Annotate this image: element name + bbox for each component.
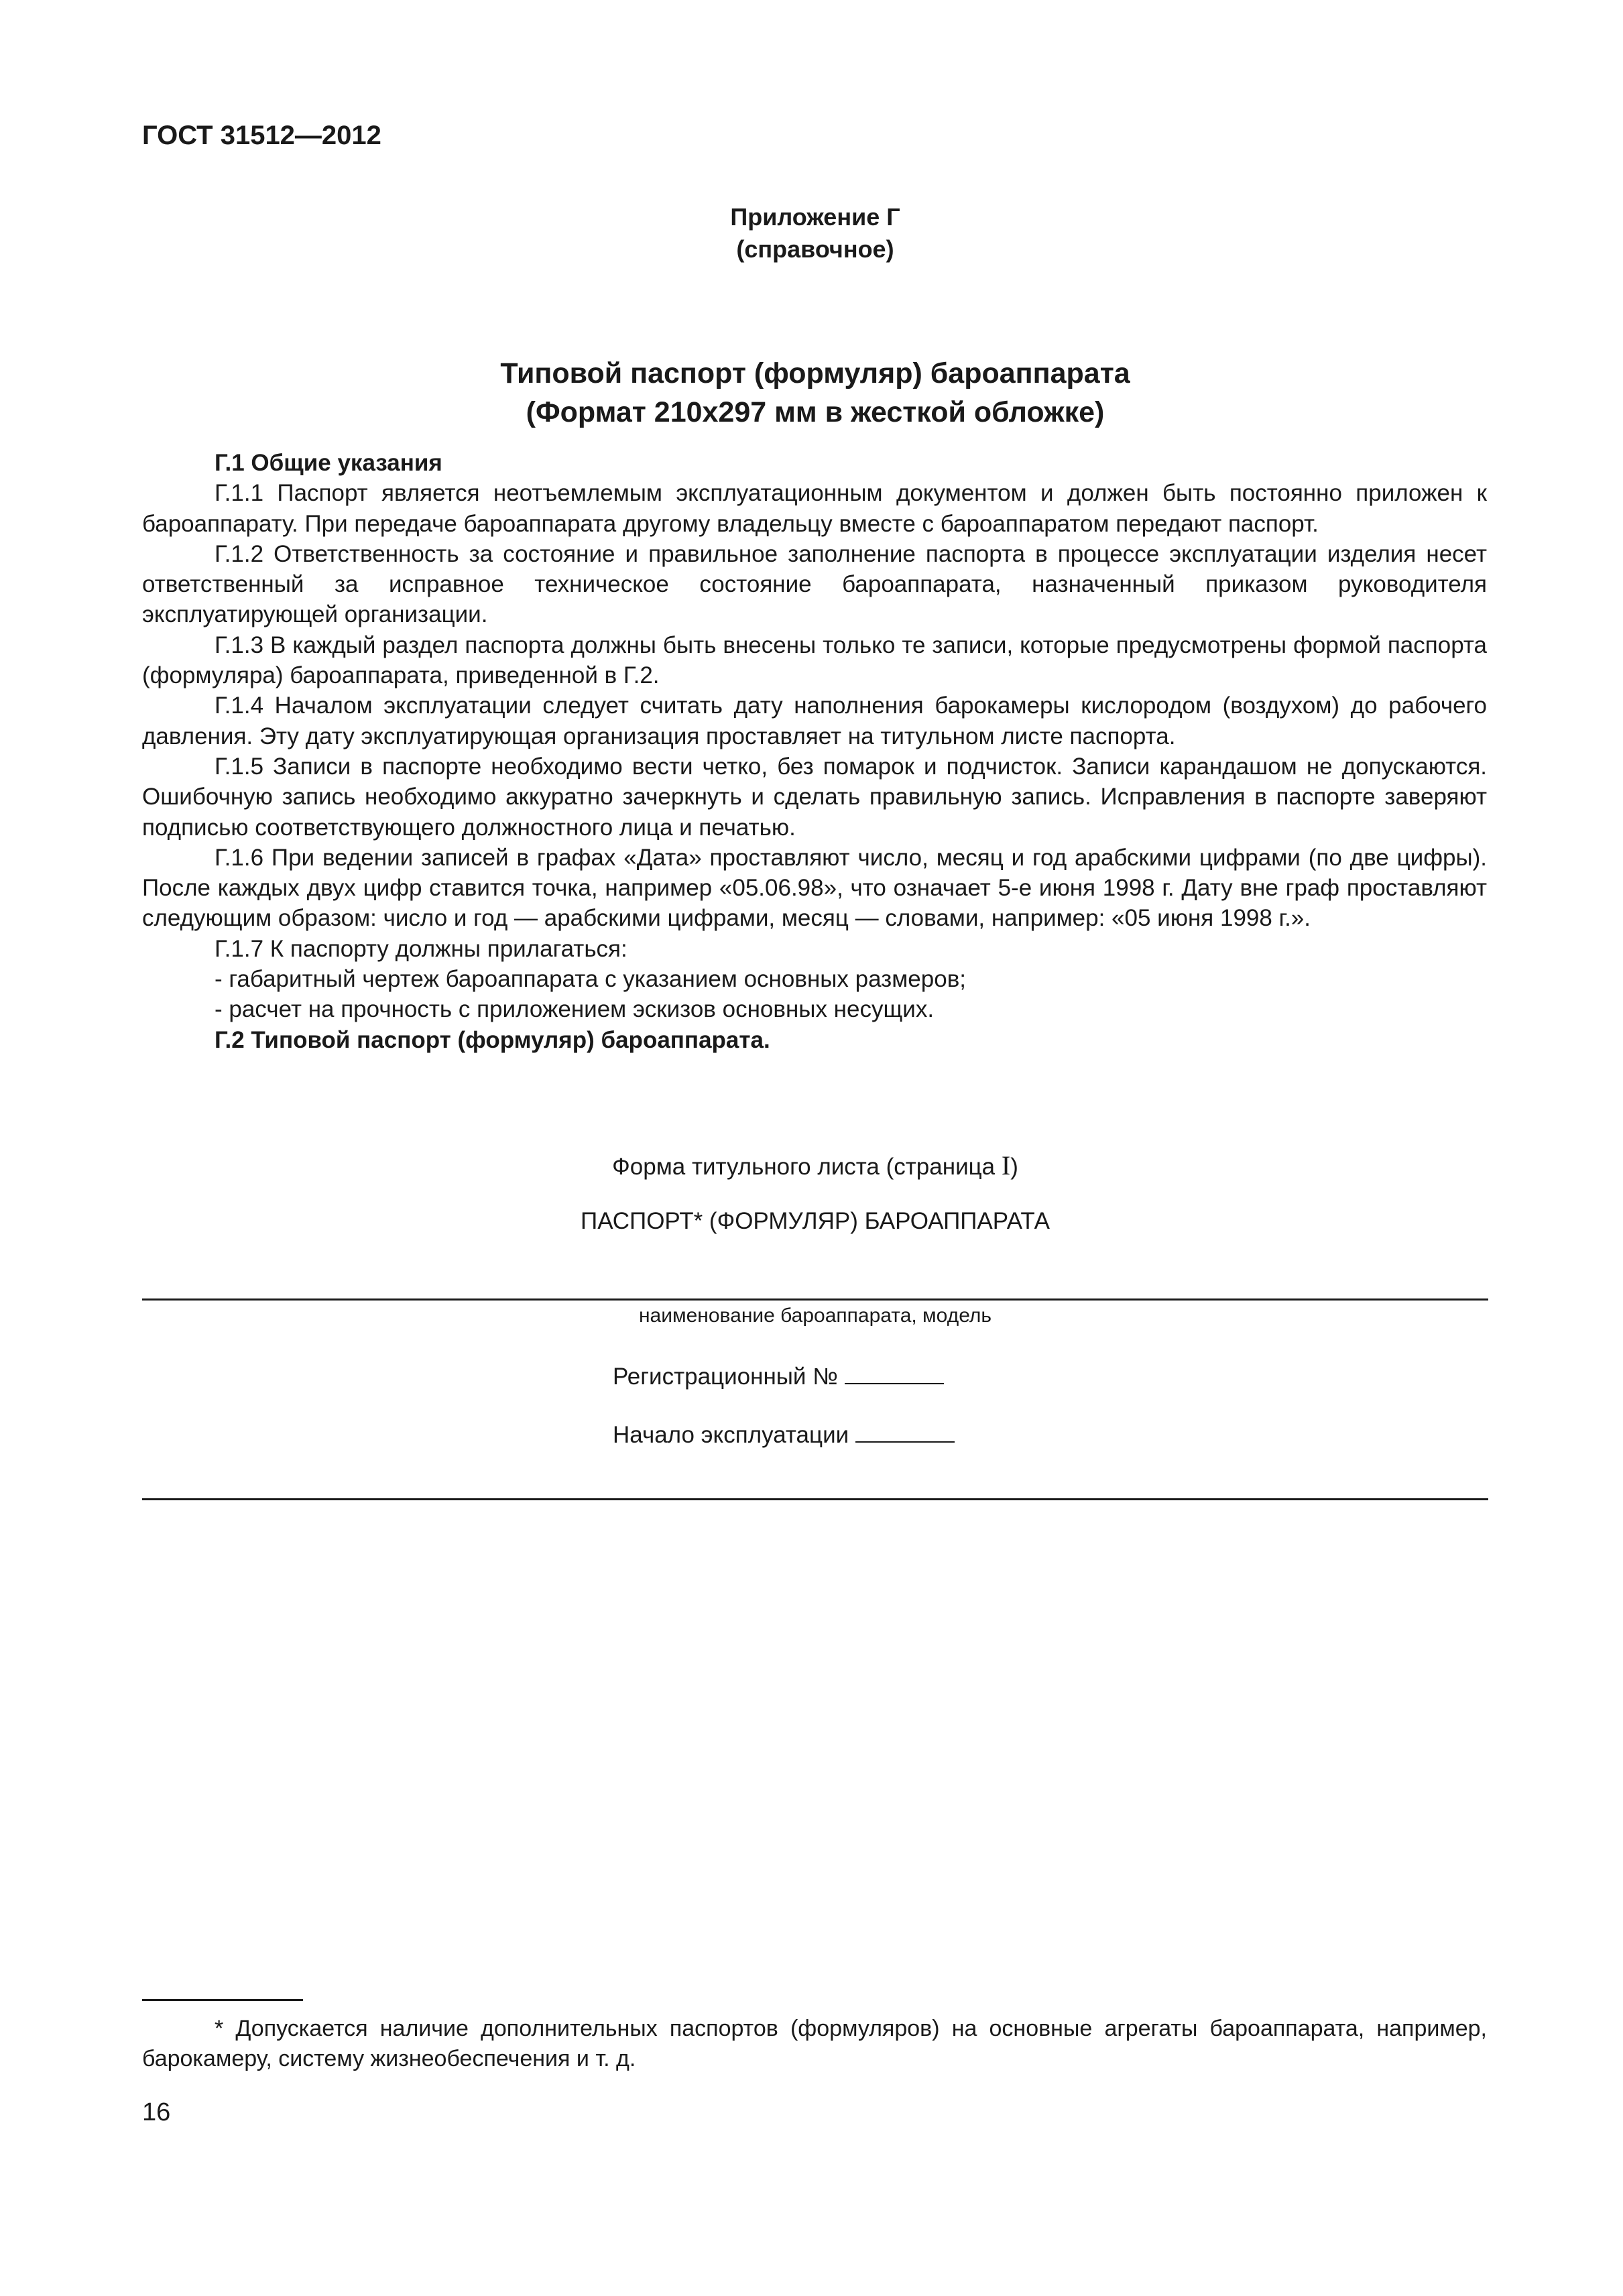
form-bottom-line (142, 1498, 1488, 1500)
appendix-heading (142, 201, 1488, 265)
form-caption-text: Форма титульного листа (страница (612, 1154, 1002, 1180)
form-caption-page: I (1001, 1150, 1011, 1181)
footnote (142, 2014, 1487, 2074)
title-line-2: (Формат 210х297 мм в жесткой обложке) (526, 396, 1105, 428)
standard-number: ГОСТ 31512—2012 (142, 121, 381, 150)
name-line (142, 1298, 1488, 1301)
registration-label: Регистрационный № (613, 1364, 838, 1390)
form-caption-close: ) (1010, 1154, 1018, 1180)
body-text (142, 448, 1487, 1055)
page-number: 16 (142, 2098, 171, 2126)
paragraph-g-1-3: Г.1.3 В каждый раздел паспорта должны быть внесены только те записи, которые предусмотрены формой паспорта (формуляра) бароаппарата, приведенной в Г.2. (142, 631, 1487, 689)
registration-blank (845, 1363, 944, 1384)
appendix-type: (справочное) (736, 235, 894, 263)
paragraph-g-1-1: Г.1.1 Паспорт является неотъемлемым эксплуатационным документом и должен быть постоянно приложен к бароаппарату. При передаче бароаппарата другому владельцу вместе с бароаппаратом передают паспорт. (142, 480, 1487, 537)
list-item: - расчет на прочность с приложением эскизов основных несущих. (215, 996, 935, 1023)
name-caption: наименование бароаппарата, модель (638, 1305, 992, 1327)
section-2-heading: Г.2 Типовой паспорт (формуляр) бароаппарата. (215, 1026, 770, 1053)
paragraph-g-1-5: Г.1.5 Записи в паспорте необходимо вести четко, без помарок и подчисток. Записи карандашом не допускаются. Ошибочную запись необходимо аккуратно зачеркнуть и сделать правильную запись. Исправления в паспорте заверяют подписью соответствующего должностного лица и печатью. (142, 753, 1487, 841)
footnote-text: * Допускается наличие дополнительных паспортов (формуляров) на основные агрегаты бароаппарата, например, барокамеру, систему жизнеобеспечения и т. д. (142, 2016, 1487, 2071)
passport-title: ПАСПОРТ* (ФОРМУЛЯР) БАРОАППАРАТА (581, 1208, 1050, 1234)
title-line-1: Типовой паспорт (формуляр) бароаппарата (500, 357, 1130, 389)
footnote-separator (142, 1999, 303, 2001)
paragraph-g-1-4: Г.1.4 Началом эксплуатации следует считать дату наполнения барокамеры кислородом (воздухом) до рабочего давления. Эту дату эксплуатирующая организация проставляет на титульном листе паспорта. (142, 692, 1487, 749)
paragraph-g-1-7: Г.1.7 К паспорту должны прилагаться: (215, 935, 627, 962)
start-date-label: Начало эксплуатации (613, 1422, 849, 1448)
registration-field (613, 1363, 944, 1390)
start-date-blank (855, 1421, 955, 1443)
paragraph-g-1-6: Г.1.6 При ведении записей в графах «Дата» проставляют число, месяц и год арабскими цифрами (по две цифры). После каждых двух цифр ставится точка, например «05.06.98», что означает 5-е июня 1998 г. Дату вне граф проставляют следующим образом: число и год — арабскими цифрами, месяц — словами, например: «05 июня 1998 г.». (142, 844, 1487, 932)
section-1-heading: Г.1 Общие указания (215, 450, 442, 476)
appendix-label: Приложение Г (730, 203, 900, 231)
start-date-field (613, 1421, 955, 1449)
form-caption (142, 1150, 1488, 1181)
paragraph-g-1-2: Г.1.2 Ответственность за состояние и правильное заполнение паспорта в процессе эксплуатации изделия несет ответственный за исправное техническое состояние бароаппарата, назначенный приказом руководителя эксплуатирующей организации. (142, 540, 1487, 628)
document-title (142, 354, 1488, 432)
list-item: - габаритный чертеж бароаппарата с указанием основных размеров; (215, 966, 967, 993)
